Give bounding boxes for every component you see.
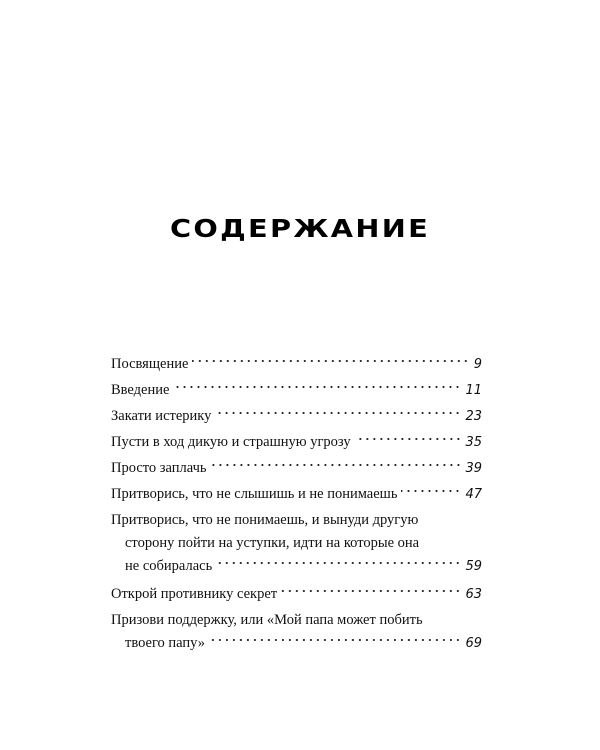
dot-leader [355, 436, 462, 442]
toc-page-number: 39 [465, 461, 482, 476]
dot-leader [211, 462, 462, 468]
toc-entry-row [111, 483, 482, 506]
toc-page-number: 35 [465, 435, 482, 450]
toc-entry-row [111, 379, 482, 402]
toc-entry [111, 509, 482, 578]
dot-leader [209, 637, 461, 643]
dot-leader [281, 588, 461, 594]
toc-entry-row [111, 457, 482, 480]
toc-entry [111, 353, 482, 376]
toc-entry-title-line: Пусти в ход дикую и страшную угрозу [111, 434, 351, 450]
toc-entry [111, 483, 482, 506]
toc-entry-row [111, 555, 482, 578]
toc-entry [111, 379, 482, 402]
toc-entry-row [111, 405, 482, 428]
toc-entry-title-line: не собиралась [125, 558, 213, 574]
toc-entry-title-line: сторону пойти на уступки, идти на которые она [125, 535, 420, 551]
toc-page-number: 23 [465, 409, 482, 424]
toc-entry [111, 457, 482, 480]
toc-entry-title-line: Притворись, что не понимаешь, и вынуди другую [111, 512, 419, 528]
toc-entry [111, 431, 482, 454]
dot-leader [215, 410, 461, 416]
dot-leader [192, 358, 469, 364]
page-title: СОДЕРЖАНИЕ [169, 214, 431, 243]
toc-entry-title-line: Призови поддержку, или «Мой папа может побить [111, 612, 423, 628]
toc-entry [111, 609, 482, 655]
toc-entry-title-line: Притворись, что не слышишь и не понимаешь [111, 486, 398, 502]
dot-leader [173, 384, 461, 390]
toc-entry-row [111, 353, 482, 376]
toc-entry-title-line: Посвящение [111, 356, 189, 372]
dot-leader [401, 488, 461, 494]
toc-entry [111, 583, 482, 606]
toc-page-number: 63 [465, 587, 482, 602]
toc-entry-title-line: Закати истерику [111, 408, 212, 424]
toc-page-number: 47 [465, 487, 482, 502]
toc-page-number: 9 [473, 357, 482, 372]
toc-entry-row [111, 583, 482, 606]
toc-entry-title-line: Просто заплачь [111, 460, 207, 476]
toc-entry-row [111, 431, 482, 454]
toc-entry-row [111, 632, 482, 655]
toc-entry [111, 405, 482, 428]
toc-page-number: 59 [465, 559, 482, 574]
toc-entry-title-line: Открой противнику секрет [111, 586, 278, 602]
table-of-contents [111, 353, 482, 660]
toc-page-number: 69 [465, 636, 482, 651]
toc-entry-title-line: твоего папу» [125, 635, 206, 651]
toc-page-number: 11 [465, 383, 482, 398]
dot-leader [216, 560, 461, 566]
toc-entry-title-line: Введение [111, 382, 170, 398]
